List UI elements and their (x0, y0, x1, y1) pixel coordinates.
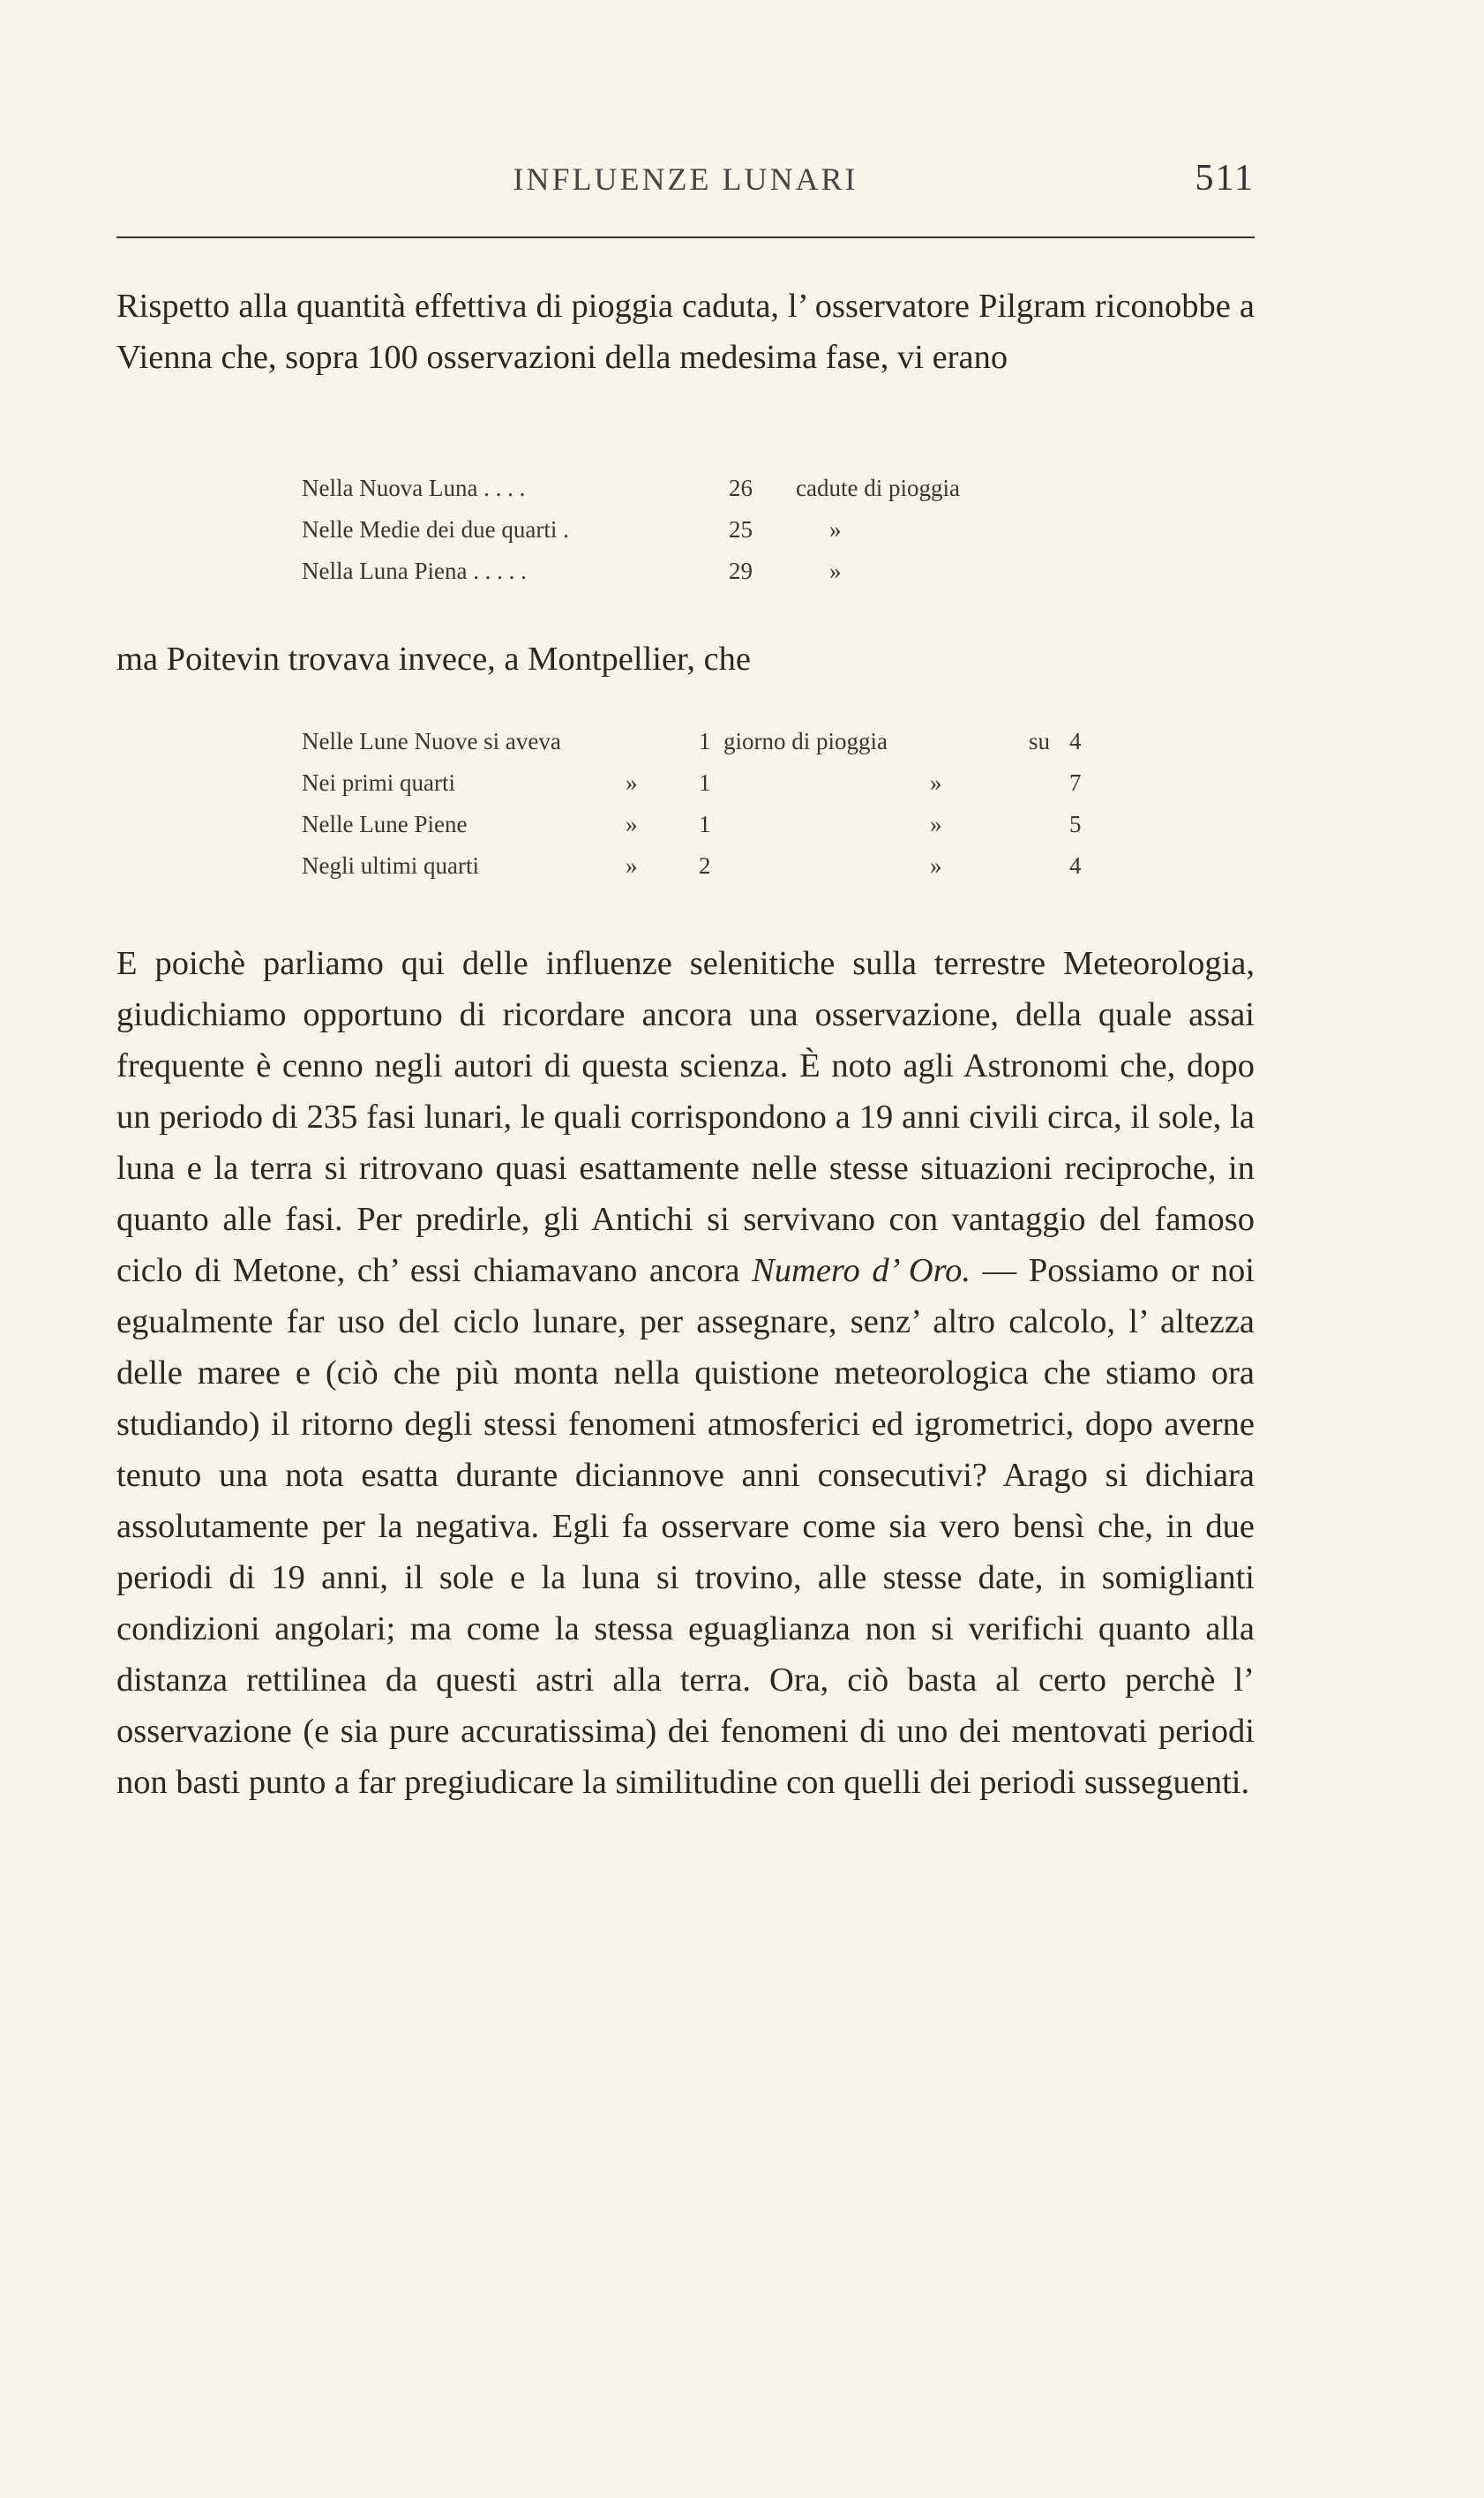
count-cell: 26 (729, 475, 753, 501)
paragraph-1 (116, 281, 1255, 383)
table-row (302, 769, 1096, 811)
phase-cell: Nelle Lune Piene (302, 811, 468, 837)
table-row (302, 811, 1096, 852)
poitevin-table (302, 728, 1096, 894)
paragraph-2-text: ma Poitevin trovava invece, a Montpellier, che (116, 641, 752, 678)
label-cell: giorno di pioggia (723, 728, 888, 754)
total-cell: 5 (1069, 811, 1082, 837)
count-cell: 25 (729, 516, 753, 543)
phase-cell: Nella Nuova Luna . . . . (302, 475, 526, 501)
ditto-mark: » (930, 811, 942, 837)
phase-cell: Negli ultimi quarti (302, 852, 479, 879)
table-row (302, 516, 1096, 558)
unit-cell: » (829, 516, 842, 543)
days-cell: 1 (699, 811, 711, 837)
pilgram-table (302, 475, 1096, 599)
ditto-mark: » (626, 852, 638, 879)
count-cell: 29 (729, 558, 753, 584)
table-row (302, 475, 1096, 516)
su-cell: su (1029, 728, 1051, 754)
unit-cell: » (829, 558, 842, 584)
unit-cell: cadute di pioggia (796, 475, 960, 501)
total-cell: 7 (1069, 769, 1082, 796)
ditto-mark: » (930, 852, 942, 879)
days-cell: 1 (699, 728, 711, 754)
days-cell: 2 (699, 852, 711, 879)
phase-cell: Nelle Medie dei due quarti . (302, 516, 569, 543)
total-cell: 4 (1069, 852, 1082, 879)
ditto-mark: » (626, 811, 638, 837)
phase-cell: Nelle Lune Nuove si aveva (302, 728, 561, 754)
phase-cell: Nei primi quarti (302, 769, 455, 796)
days-cell: 1 (699, 769, 711, 796)
phase-cell: Nella Luna Piena . . . . . (302, 558, 527, 584)
page-number: 511 (1195, 158, 1255, 199)
table-row (302, 558, 1096, 599)
numero-doro-italic: Numero d’ Oro. (752, 1252, 971, 1289)
page-header (116, 157, 1255, 210)
paragraph-3 (116, 938, 1255, 1808)
ditto-mark: » (626, 769, 638, 796)
ditto-mark: » (930, 769, 942, 796)
table-row (302, 852, 1096, 894)
paragraph-3-part-1: E poichè parliamo qui delle influenze selenitiche sulla terrestre Meteorologia, giudichiamo opportuno di ricordare ancora una osservazione, della quale assai frequente è cenno negli autori di questa scienza. È noto agli Astronomi che, dopo un periodo di 235 fasi lunari, le quali corrispondono a 19 anni civili circa, il sole, la luna e la terra si ritrovano quasi esattamente nelle stesse situazioni reciproche, in quanto alle fasi. Per predirle, gli Antichi si servivano con vantaggio del famoso ciclo di Metone, ch’ essi chiamavano ancora (116, 945, 1255, 1289)
total-cell: 4 (1069, 728, 1082, 754)
paragraph-3-text (116, 938, 1255, 1808)
header-rule (116, 236, 1255, 238)
running-title: INFLUENZE LUNARI (513, 161, 858, 197)
table-row (302, 728, 1096, 769)
paragraph-3-part-2: — Possiamo or noi egualmente far uso del ciclo lunare, per assegnare, senz’ altro calcolo, l’ altezza delle maree e (ciò che più monta nella quistione meteorologica che stiamo ora studiando) il ritorno degli stessi fenomeni atmosferici ed igrometrici, dopo averne tenuto una nota esatta durante diciannove anni consecutivi? Arago si dichiara assolutamente per la negativa. Egli fa osservare come sia vero bensì che, in due periodi di 19 anni, il sole e la luna si trovino, alle stesse date, in somiglianti condizioni angolari; ma come la stessa eguaglianza non si verifichi quanto alla distanza rettilinea da questi astri alla terra. Ora, ciò basta al certo perchè l’ osservazione (e sia pure accuratissima) dei fenomeni di uno dei mentovati periodi non basti punto a far pregiudicare la similitudine con quelli dei periodi susseguenti. (116, 1252, 1255, 1801)
paragraph-2 (116, 634, 1255, 685)
paragraph-1-text: Rispetto alla quantità effettiva di pioggia caduta, l’ osservatore Pilgram riconobbe a Vienna che, sopra 100 osservazioni della medesima fase, vi erano (116, 288, 1255, 376)
